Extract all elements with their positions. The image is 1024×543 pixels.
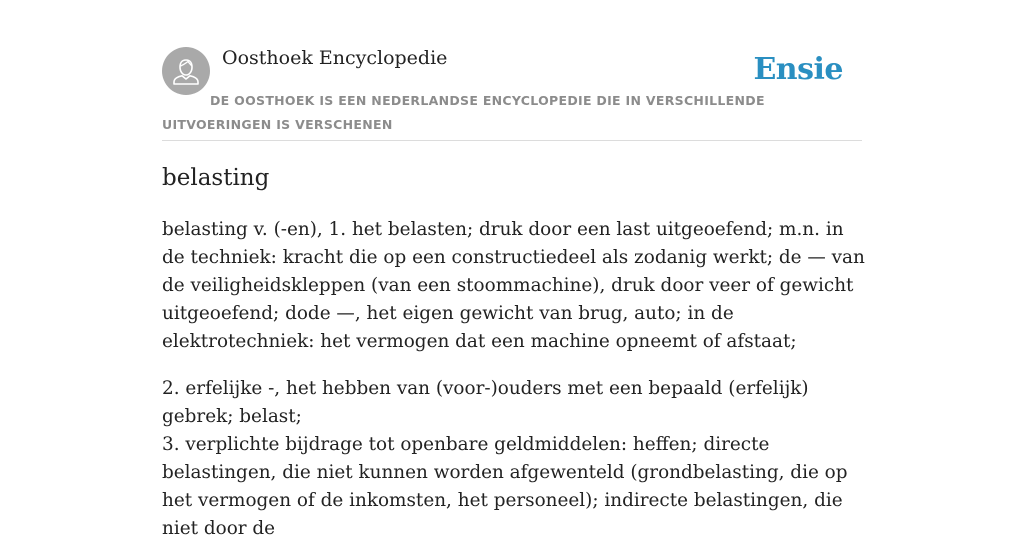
entry-header: [162, 46, 862, 141]
brand-logo[interactable]: Ensie: [753, 52, 843, 87]
entry-content: [162, 160, 866, 543]
entry-paragraph: 2. erfelijke -, het hebben van (voor-)ouders met een bepaald (erfelijk) gebrek; belast;: [162, 378, 809, 427]
entry-paragraph: 3. verplichte bijdrage tot openbare geldmiddelen: heffen; directe belastingen, die niet kunnen worden afgewenteld (grondbelasting, die op het vermogen of de inkomsten, het personeel); indirecte belastingen, die niet door de: [162, 434, 848, 539]
entry-title: belasting: [162, 165, 270, 191]
entry-paragraph: belasting v. (-en), 1. het belasten; druk door een last uitgeoefend; m.n. in de techniek: kracht die op een constructiedeel als zodanig werkt; de — van de veiligheidskleppen (van een stoommachine), druk door veer of gewicht uitgeoefend; dode —, het eigen gewicht van brug, auto; in de elektrotechniek: het vermogen dat een machine opneemt of afstaat;: [162, 219, 865, 352]
user-icon: [162, 47, 210, 95]
source-description: DE OOSTHOEK IS EEN NEDERLANDSE ENCYCLOPEDIE DIE IN VERSCHILLENDE UITVOERINGEN IS VERSCHENEN: [162, 93, 765, 132]
avatar[interactable]: [162, 47, 210, 95]
source-name[interactable]: Oosthoek Encyclopedie: [222, 47, 448, 69]
